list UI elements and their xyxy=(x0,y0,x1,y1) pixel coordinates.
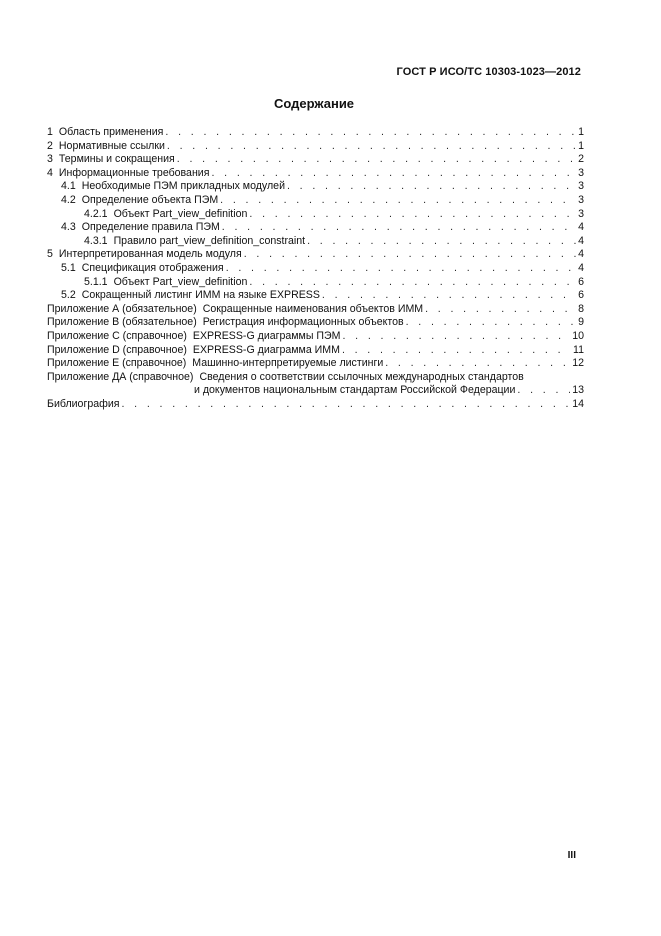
toc-entry-appendix-da[interactable] xyxy=(47,371,584,398)
toc-entry-label-continued: и документов национальным стандартам Российской Федерации xyxy=(194,384,516,397)
dot-leader xyxy=(121,398,570,412)
toc-entry[interactable] xyxy=(47,194,584,208)
toc-entry-label: Приложение ДА (справочное) Сведения о соответствии ссылочных международных стандартов xyxy=(47,370,524,383)
toc-page-number: 3 xyxy=(578,207,584,220)
dot-leader xyxy=(307,235,576,249)
toc-entry-label: Приложение С (справочное) EXPRESS-G диаграммы ПЭМ xyxy=(47,329,341,342)
dot-leader xyxy=(165,126,576,140)
toc-entry-appendix-d[interactable] xyxy=(47,344,584,358)
toc-entry-appendix-e[interactable] xyxy=(47,357,584,371)
toc-page-number: 13 xyxy=(572,384,584,397)
toc-entry-label: 4.3.1 Правило part_view_definition_constraint xyxy=(84,234,306,247)
toc-entry-appendix-a[interactable] xyxy=(47,303,584,317)
dot-leader xyxy=(385,357,570,371)
toc-entry[interactable] xyxy=(47,276,584,290)
toc-entry[interactable] xyxy=(47,208,584,222)
toc-entry-label: 5.1.1 Объект Part_view_definition xyxy=(84,275,248,288)
toc-entry-label: 4.2.1 Объект Part_view_definition xyxy=(84,207,248,220)
dot-leader xyxy=(322,289,576,303)
toc-page-number: 1 xyxy=(578,139,584,152)
toc-page-number: 3 xyxy=(578,180,584,193)
toc-entry-label: Приложение В (обязательное) Регистрация информационных объектов xyxy=(47,316,404,329)
toc-entry[interactable] xyxy=(47,140,584,154)
toc-entry-label: Приложение А (обязательное) Сокращенные наименования объектов ИММ xyxy=(47,302,424,315)
dot-leader xyxy=(425,303,576,317)
toc-page-number: 2 xyxy=(578,153,584,166)
toc-entry-label: 3 Термины и сокращения xyxy=(47,153,175,166)
toc-page-number: 9 xyxy=(578,316,584,329)
dot-leader xyxy=(226,262,576,276)
toc-entry[interactable] xyxy=(47,180,584,194)
toc-entry-label: 4.3 Определение правила ПЭМ xyxy=(61,221,220,234)
dot-leader xyxy=(167,140,576,154)
toc-page-number: 14 xyxy=(572,397,584,410)
toc-entry-label: Библиография xyxy=(47,397,120,410)
dot-leader xyxy=(249,208,576,222)
toc-entry-label: 5.2 Сокращенный листинг ИММ на языке EXPRESS xyxy=(61,289,320,302)
toc-entry-label: 4.2 Определение объекта ПЭМ xyxy=(61,193,219,206)
dot-leader xyxy=(287,180,576,194)
dot-leader xyxy=(177,153,576,167)
toc-entry[interactable] xyxy=(47,248,584,262)
toc-title: Содержание xyxy=(273,96,355,111)
table-of-contents xyxy=(47,126,584,411)
dot-leader xyxy=(342,330,570,344)
dot-leader xyxy=(211,167,576,181)
toc-entry-label: 5 Интерпретированная модель модуля xyxy=(47,248,242,261)
dot-leader xyxy=(244,248,576,262)
toc-page-number: 3 xyxy=(578,193,584,206)
toc-page-number: 4 xyxy=(578,221,584,234)
toc-entry-label: Приложение Е (справочное) Машинно-интерпретируемые листинги xyxy=(47,357,384,370)
toc-entry-label: 1 Область применения xyxy=(47,126,164,138)
toc-page-number: 6 xyxy=(578,289,584,302)
toc-entry[interactable] xyxy=(47,126,584,140)
toc-page-number: 6 xyxy=(578,275,584,288)
toc-page-number: 1 xyxy=(578,126,584,138)
dot-leader xyxy=(406,316,576,330)
toc-entry[interactable] xyxy=(47,167,584,181)
toc-entry-bibliography[interactable] xyxy=(47,398,584,412)
toc-page-number: 8 xyxy=(578,302,584,315)
toc-page-number: 10 xyxy=(572,329,584,342)
toc-entry[interactable] xyxy=(47,153,584,167)
toc-entry-appendix-b[interactable] xyxy=(47,316,584,330)
toc-entry[interactable] xyxy=(47,262,584,276)
dot-leader xyxy=(249,276,576,290)
toc-page-number: 4 xyxy=(578,261,584,274)
toc-entry-label: 5.1 Спецификация отображения xyxy=(61,261,224,274)
toc-page-number: 4 xyxy=(578,234,584,247)
toc-entry-label: 4.1 Необходимые ПЭМ прикладных модулей xyxy=(61,180,285,193)
toc-entry-label: Приложение D (справочное) EXPRESS-G диаграмма ИММ xyxy=(47,343,340,356)
toc-entry-label: 4 Информационные требования xyxy=(47,166,210,179)
toc-entry-label: 2 Нормативные ссылки xyxy=(47,139,165,152)
page-number-roman: III xyxy=(567,850,576,861)
dot-leader xyxy=(220,194,576,208)
toc-page-number: 12 xyxy=(572,357,584,370)
toc-page-number: 4 xyxy=(578,248,584,261)
toc-page-number: 3 xyxy=(578,166,584,179)
dot-leader xyxy=(342,344,571,358)
toc-entry[interactable] xyxy=(47,235,584,249)
toc-entry-appendix-c[interactable] xyxy=(47,330,584,344)
dot-leader xyxy=(222,221,576,235)
toc-page-number: 11 xyxy=(573,343,584,356)
toc-entry[interactable] xyxy=(47,221,584,235)
standard-header: ГОСТ Р ИСО/ТС 10303-1023—2012 xyxy=(396,66,581,78)
toc-entry[interactable] xyxy=(47,289,584,303)
dot-leader xyxy=(517,384,570,398)
